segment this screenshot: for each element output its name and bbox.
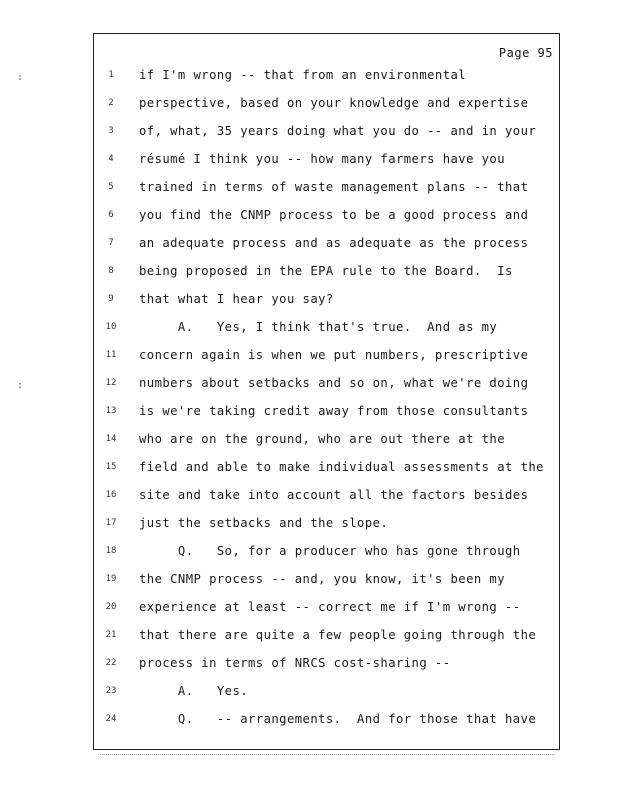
transcript-line: [94, 236, 559, 264]
bottom-rule: [100, 754, 555, 755]
margin-mark: :: [17, 380, 24, 391]
line-text: numbers about setbacks and so on, what we're doing: [139, 376, 529, 390]
transcript-line: [94, 124, 559, 152]
transcript-line: [94, 348, 559, 376]
transcript-line: [94, 180, 559, 208]
line-text: just the setbacks and the slope.: [139, 516, 389, 530]
line-text: is we're taking credit away from those consultants: [139, 404, 529, 418]
line-number: 23: [105, 686, 117, 696]
line-text: field and able to make individual assessments at the: [139, 460, 544, 474]
line-number: 10: [105, 322, 117, 332]
transcript-line: [94, 712, 559, 740]
line-text: trained in terms of waste management plans -- that: [139, 180, 529, 194]
transcript-line: [94, 488, 559, 516]
transcript-line: [94, 292, 559, 320]
transcript-line: [94, 572, 559, 600]
line-number: 7: [108, 238, 114, 248]
transcript-line: [94, 208, 559, 236]
line-number: 14: [105, 434, 117, 444]
line-number: 22: [105, 658, 117, 668]
line-text: that there are quite a few people going through the: [139, 628, 537, 642]
line-number: 11: [105, 350, 117, 360]
transcript-line: [94, 152, 559, 180]
line-number: 9: [108, 294, 114, 304]
line-number: 4: [108, 154, 114, 164]
transcript-line: [94, 404, 559, 432]
line-number: 17: [105, 518, 117, 528]
line-text: A. Yes, I think that's true. And as my: [139, 320, 498, 334]
line-text: résumé I think you -- how many farmers have you: [139, 152, 506, 166]
line-text: an adequate process and as adequate as the process: [139, 236, 529, 250]
line-number: 20: [105, 602, 117, 612]
line-number: 2: [108, 98, 114, 108]
line-number: 21: [105, 630, 117, 640]
line-text: of, what, 35 years doing what you do -- and in your: [139, 124, 537, 138]
transcript-line: [94, 432, 559, 460]
line-number: 19: [105, 574, 117, 584]
line-text: process in terms of NRCS cost-sharing --: [139, 656, 451, 670]
line-text: if I'm wrong -- that from an environmental: [139, 68, 467, 82]
line-text: site and take into account all the factors besides: [139, 488, 529, 502]
line-number: 13: [105, 406, 117, 416]
transcript-line: [94, 320, 559, 348]
transcript-line: [94, 264, 559, 292]
transcript-line: [94, 376, 559, 404]
transcript-line: [94, 96, 559, 124]
line-number: 6: [108, 210, 114, 220]
line-number: 8: [108, 266, 114, 276]
line-text: the CNMP process -- and, you know, it's been my: [139, 572, 506, 586]
line-text: perspective, based on your knowledge and expertise: [139, 96, 529, 110]
line-number: 3: [108, 126, 114, 136]
line-text: A. Yes.: [139, 684, 249, 698]
line-number: 24: [105, 714, 117, 724]
transcript-line: [94, 460, 559, 488]
line-text: that what I hear you say?: [139, 292, 334, 306]
line-number: 15: [105, 462, 117, 472]
transcript-line: [94, 68, 559, 96]
line-number: 5: [108, 182, 114, 192]
transcript-page: [93, 33, 560, 750]
line-text: Q. So, for a producer who has gone through: [139, 544, 521, 558]
transcript-line: [94, 516, 559, 544]
transcript-line: [94, 628, 559, 656]
page-number: Page 95: [498, 46, 553, 60]
line-text: being proposed in the EPA rule to the Board. Is: [139, 264, 513, 278]
transcript-line: [94, 600, 559, 628]
line-number: 12: [105, 378, 117, 388]
margin-mark: :: [17, 72, 24, 83]
transcript-line: [94, 544, 559, 572]
line-text: you find the CNMP process to be a good process and: [139, 208, 529, 222]
line-text: experience at least -- correct me if I'm wrong --: [139, 600, 521, 614]
line-text: who are on the ground, who are out there at the: [139, 432, 506, 446]
line-text: Q. -- arrangements. And for those that have: [139, 712, 537, 726]
line-number: 18: [105, 546, 117, 556]
line-number: 1: [108, 70, 114, 80]
line-number: 16: [105, 490, 117, 500]
transcript-line: [94, 684, 559, 712]
transcript-line: [94, 656, 559, 684]
line-text: concern again is when we put numbers, prescriptive: [139, 348, 529, 362]
